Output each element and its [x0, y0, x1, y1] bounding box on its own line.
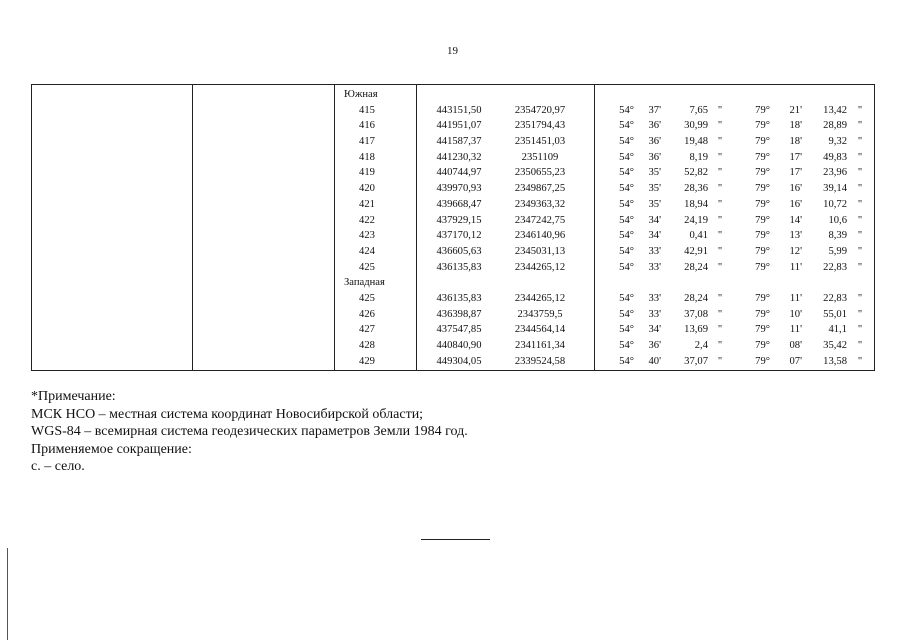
lat-seconds-mark: " [717, 167, 723, 179]
lat-seconds-mark: " [717, 120, 723, 132]
lon-seconds: 49,83 [823, 151, 847, 163]
lon-seconds: 41,1 [828, 324, 847, 336]
coord-x: 437929,15 [436, 214, 482, 226]
lat-seconds: 18,94 [684, 198, 708, 210]
point-number: 420 [359, 183, 375, 195]
lon-seconds-mark: " [857, 230, 863, 242]
lon-seconds-mark: " [857, 340, 863, 351]
lat-seconds-mark: " [717, 230, 723, 242]
coord-x: 449304,05 [436, 355, 482, 367]
lon-degrees: 79° [755, 167, 770, 179]
coord-x: 440840,90 [436, 340, 482, 351]
point-number: 425 [359, 292, 375, 304]
lon-seconds: 22,83 [823, 261, 847, 273]
coord-y: 2351794,43 [514, 120, 566, 132]
coord-x: 436135,83 [436, 292, 482, 304]
table-row [32, 103, 874, 119]
lat-minutes: 34' [648, 214, 661, 226]
coord-y: 2341161,34 [515, 340, 565, 351]
lon-seconds: 10,72 [823, 198, 847, 210]
lat-seconds: 24,19 [684, 214, 708, 226]
coord-x: 443151,50 [436, 104, 482, 116]
lon-seconds-mark: " [857, 261, 863, 273]
table-row [32, 228, 874, 244]
lat-minutes: 35' [648, 167, 661, 179]
lat-degrees: 54° [619, 261, 634, 273]
lat-degrees: 54° [619, 214, 634, 226]
lat-seconds: 2,4 [694, 340, 708, 351]
lat-seconds-mark: " [717, 340, 723, 351]
point-number: 426 [359, 308, 375, 320]
lat-degrees: 54° [619, 120, 634, 132]
point-number: 428 [359, 340, 375, 351]
lat-seconds-mark: " [717, 214, 723, 226]
notes-heading: *Примечание: [31, 389, 116, 404]
lon-seconds-mark: " [857, 355, 863, 367]
lon-degrees: 79° [755, 136, 770, 148]
coord-y: 2344265,12 [514, 292, 566, 304]
point-number: 422 [359, 214, 375, 226]
lon-degrees: 79° [755, 183, 770, 195]
table-row [32, 165, 874, 181]
lat-seconds: 52,82 [684, 167, 708, 179]
lat-seconds: 42,91 [684, 245, 708, 257]
lon-seconds-mark: " [857, 120, 863, 132]
coordinates-table [31, 84, 875, 371]
coord-x: 441230,32 [436, 151, 482, 163]
lat-seconds-mark: " [717, 324, 723, 336]
coord-x: 441951,07 [436, 120, 482, 132]
lon-seconds-mark: " [857, 308, 863, 320]
point-number: 421 [359, 198, 375, 210]
lat-seconds-mark: " [717, 183, 723, 195]
coord-x: 439668,47 [436, 198, 482, 210]
lat-degrees: 54° [619, 292, 634, 304]
lon-seconds-mark: " [857, 136, 863, 148]
lat-minutes: 34' [648, 230, 661, 242]
table-row [32, 338, 874, 354]
lon-degrees: 79° [755, 292, 770, 304]
section-header [32, 87, 874, 103]
point-number: 419 [359, 167, 375, 179]
lon-minutes: 13' [789, 230, 802, 242]
coord-y: 2346140,96 [514, 230, 566, 242]
table-row [32, 181, 874, 197]
table-row [32, 291, 874, 307]
table-row [32, 307, 874, 323]
lat-seconds: 19,48 [684, 136, 708, 148]
lat-seconds: 37,08 [684, 308, 708, 320]
lon-degrees: 79° [755, 355, 770, 367]
lat-seconds-mark: " [717, 104, 723, 116]
point-number: 417 [359, 136, 375, 148]
coord-y: 2344265,12 [514, 261, 566, 273]
lon-seconds-mark: " [857, 245, 863, 257]
lat-minutes: 33' [648, 261, 661, 273]
coord-y: 2345031,13 [514, 245, 566, 257]
lon-minutes: 11' [789, 261, 802, 273]
lon-minutes: 14' [789, 214, 802, 226]
lon-seconds-mark: " [857, 183, 863, 195]
lat-seconds: 28,36 [684, 183, 708, 195]
lon-seconds: 35,42 [823, 340, 847, 351]
lat-minutes: 33' [648, 308, 661, 320]
point-number: 423 [359, 230, 375, 242]
lat-minutes: 34' [648, 324, 661, 336]
lon-minutes: 17' [789, 167, 802, 179]
coord-y: 2343759,5 [517, 308, 563, 320]
lat-minutes: 37' [648, 104, 661, 116]
lon-seconds-mark: " [857, 198, 863, 210]
coord-x: 439970,93 [436, 183, 482, 195]
lon-degrees: 79° [755, 120, 770, 132]
lat-degrees: 54° [619, 340, 634, 351]
lon-seconds-mark: " [857, 151, 863, 163]
coord-x: 436605,63 [436, 245, 482, 257]
lat-degrees: 54° [619, 198, 634, 210]
lat-seconds: 30,99 [684, 120, 708, 132]
footer-rule [421, 539, 490, 540]
coord-y: 2349363,32 [514, 198, 566, 210]
table-row [32, 244, 874, 260]
lon-seconds-mark: " [857, 214, 863, 226]
lat-seconds: 13,69 [684, 324, 708, 336]
lon-seconds: 28,89 [823, 120, 847, 132]
lat-minutes: 36' [648, 151, 661, 163]
lat-degrees: 54° [619, 104, 634, 116]
lon-seconds-mark: " [857, 104, 863, 116]
table-row [32, 197, 874, 213]
lon-degrees: 79° [755, 214, 770, 226]
coord-y: 2344564,14 [514, 324, 566, 336]
coord-x: 437547,85 [436, 324, 482, 336]
coord-x: 437170,12 [436, 230, 482, 242]
lat-degrees: 54° [619, 151, 634, 163]
lat-minutes: 36' [648, 136, 661, 148]
table-row [32, 213, 874, 229]
lon-seconds: 9,32 [828, 136, 847, 148]
point-number: 416 [359, 120, 375, 132]
coord-y: 2351109 [521, 151, 559, 163]
coord-y: 2351451,03 [514, 136, 566, 148]
section-title: Южная [344, 89, 378, 100]
lon-seconds: 39,14 [823, 183, 847, 195]
lon-degrees: 79° [755, 340, 770, 351]
lon-minutes: 17' [789, 151, 802, 163]
coord-x: 436135,83 [436, 261, 482, 273]
point-number: 427 [359, 324, 375, 336]
lon-degrees: 79° [755, 230, 770, 242]
lat-minutes: 35' [648, 198, 661, 210]
lon-minutes: 21' [789, 104, 802, 116]
lat-seconds: 8,19 [689, 151, 708, 163]
lon-minutes: 12' [789, 245, 802, 257]
lon-minutes: 16' [789, 198, 802, 210]
lat-minutes: 33' [648, 245, 661, 257]
lat-seconds-mark: " [717, 355, 723, 367]
lat-degrees: 54° [619, 324, 634, 336]
lat-minutes: 40' [648, 355, 661, 367]
table-row [32, 354, 874, 370]
lon-seconds: 13,58 [823, 355, 847, 367]
lon-minutes: 07' [789, 355, 802, 367]
lon-seconds: 22,83 [823, 292, 847, 304]
lat-degrees: 54° [619, 355, 634, 367]
lon-seconds-mark: " [857, 292, 863, 304]
note-wgs84: WGS-84 – всемирная система геодезических параметров Земли 1984 год. [31, 424, 468, 440]
table-row [32, 260, 874, 276]
lon-degrees: 79° [755, 261, 770, 273]
coord-x: 440744,97 [436, 167, 482, 179]
lat-degrees: 54° [619, 183, 634, 195]
lat-seconds-mark: " [717, 292, 723, 304]
lon-seconds: 8,39 [828, 230, 847, 242]
coord-x: 436398,87 [436, 308, 482, 320]
lat-seconds: 28,24 [684, 292, 708, 304]
table-row [32, 134, 874, 150]
lat-seconds-mark: " [717, 198, 723, 210]
lat-degrees: 54° [619, 308, 634, 320]
coord-x: 441587,37 [436, 136, 482, 148]
lat-seconds: 37,07 [684, 355, 708, 367]
point-number: 415 [359, 104, 375, 116]
page-number: 19 [447, 45, 458, 57]
lon-degrees: 79° [755, 151, 770, 163]
point-number: 429 [359, 355, 375, 367]
lon-minutes: 08' [789, 340, 802, 351]
lat-minutes: 36' [648, 120, 661, 132]
lon-seconds: 23,96 [823, 167, 847, 179]
lat-degrees: 54° [619, 167, 634, 179]
lon-minutes: 11' [789, 324, 802, 336]
lat-seconds-mark: " [717, 136, 723, 148]
coord-y: 2349867,25 [514, 183, 566, 195]
lon-seconds: 5,99 [828, 245, 847, 257]
point-number: 418 [359, 151, 375, 163]
lat-seconds-mark: " [717, 151, 723, 163]
lat-seconds: 7,65 [689, 104, 708, 116]
lon-degrees: 79° [755, 324, 770, 336]
table-row [32, 150, 874, 166]
lat-degrees: 54° [619, 136, 634, 148]
lon-minutes: 10' [789, 308, 802, 320]
lat-seconds-mark: " [717, 308, 723, 320]
lon-degrees: 79° [755, 308, 770, 320]
notes-block [31, 388, 468, 476]
lat-seconds-mark: " [717, 261, 723, 273]
lat-degrees: 54° [619, 245, 634, 257]
table-row [32, 118, 874, 134]
lon-degrees: 79° [755, 104, 770, 116]
coord-y: 2347242,75 [514, 214, 566, 226]
section-header [32, 275, 874, 291]
table-row [32, 322, 874, 338]
lon-minutes: 16' [789, 183, 802, 195]
lat-seconds: 0,41 [689, 230, 708, 242]
lon-seconds-mark: " [857, 324, 863, 336]
lon-seconds: 13,42 [823, 104, 847, 116]
lon-minutes: 18' [789, 120, 802, 132]
note-abbreviation-heading: Применяемое сокращение: [31, 441, 192, 457]
lat-seconds: 28,24 [684, 261, 708, 273]
lon-minutes: 18' [789, 136, 802, 148]
lon-seconds-mark: " [857, 167, 863, 179]
lon-degrees: 79° [755, 198, 770, 210]
coord-y: 2350655,23 [514, 167, 566, 179]
lat-degrees: 54° [619, 230, 634, 242]
note-msk: МСК НСО – местная система координат Новосибирской области; [31, 406, 424, 422]
lat-minutes: 33' [648, 292, 661, 304]
lon-degrees: 79° [755, 245, 770, 257]
coord-y: 2354720,97 [514, 104, 566, 116]
coord-y: 2339524,58 [514, 355, 566, 367]
point-number: 425 [359, 261, 375, 273]
margin-mark [7, 548, 8, 640]
table-body [32, 87, 874, 369]
lon-seconds: 10,6 [828, 214, 847, 226]
lon-minutes: 11' [789, 292, 802, 304]
lat-minutes: 35' [648, 183, 661, 195]
lon-seconds: 55,01 [823, 308, 847, 320]
point-number: 424 [359, 245, 375, 257]
lat-minutes: 36' [648, 340, 661, 351]
note-abbreviation: с. – село. [31, 459, 85, 475]
section-title: Западная [344, 277, 385, 289]
lat-seconds-mark: " [717, 245, 723, 257]
